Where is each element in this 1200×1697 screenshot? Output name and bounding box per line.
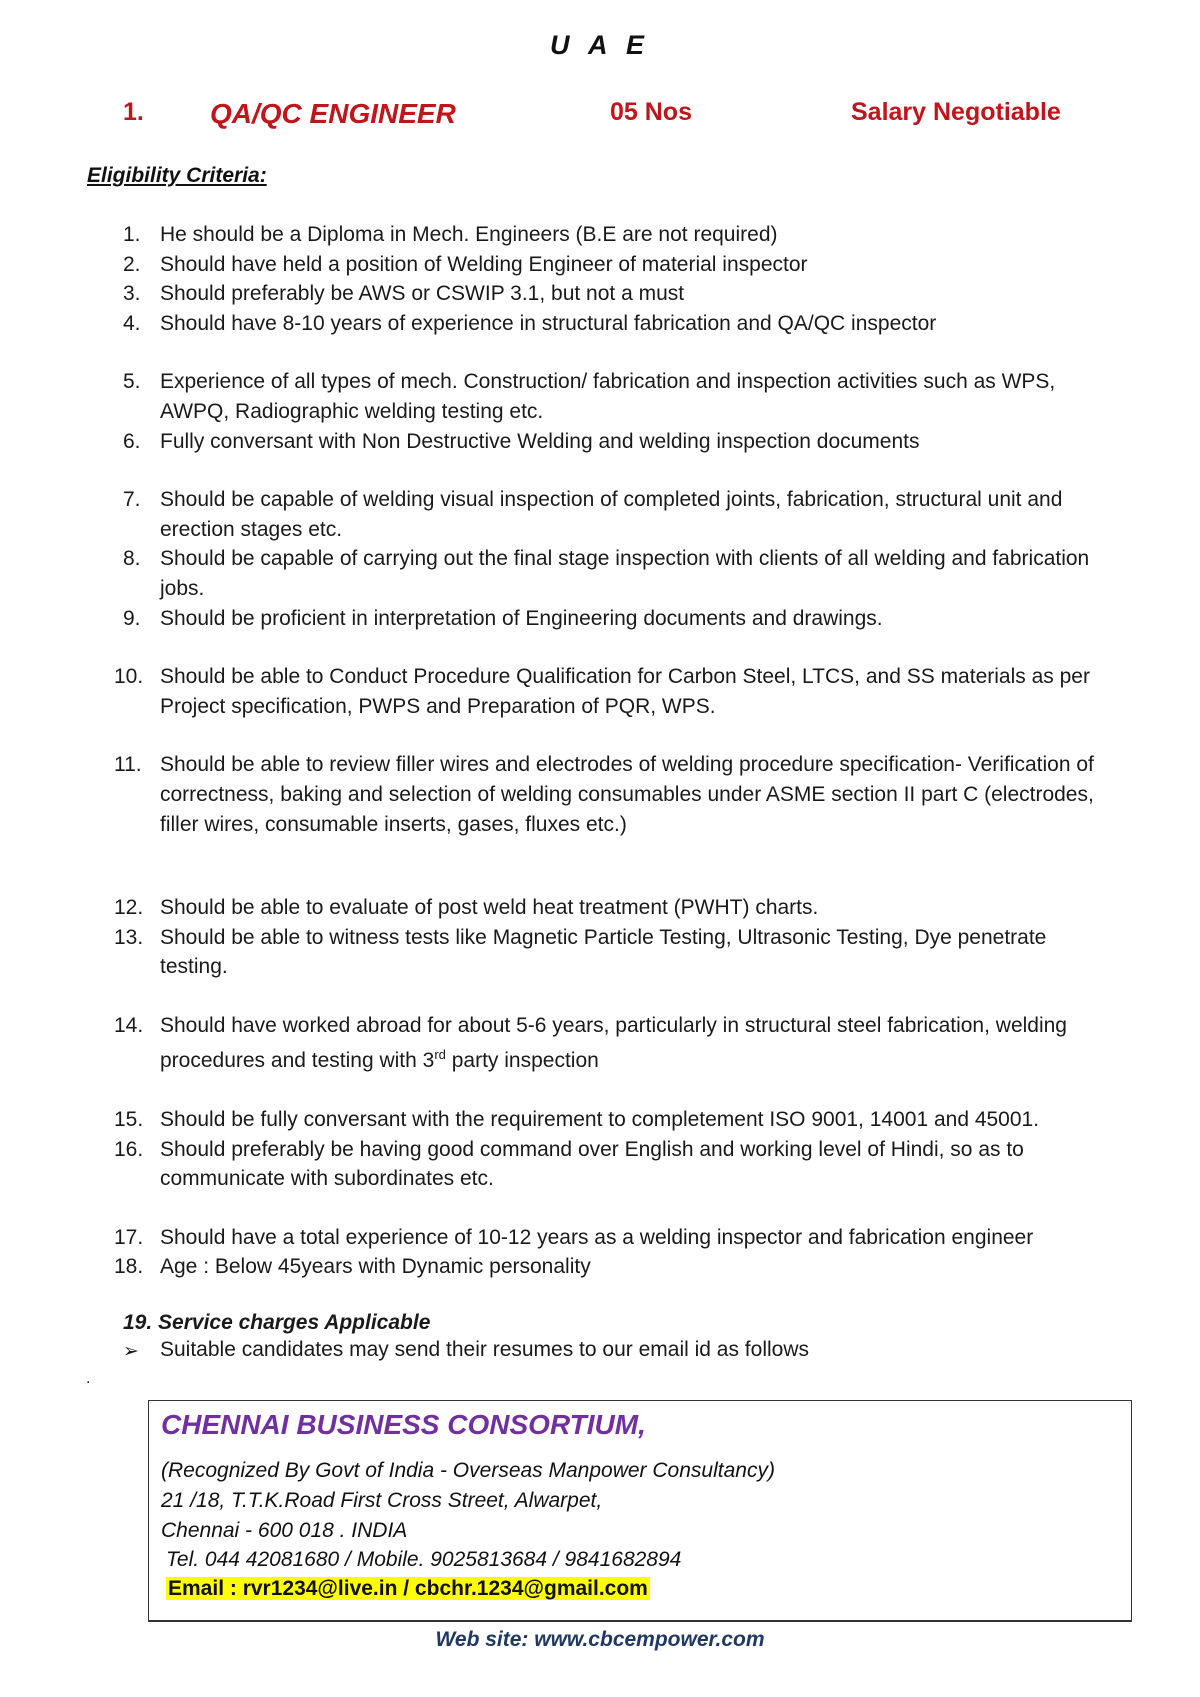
criteria-text: Should be fully conversant with the requirement to completement ISO 9001, 14001 and 45001. bbox=[160, 1108, 1040, 1132]
criteria-item bbox=[0, 309, 1200, 339]
criteria-text bbox=[160, 1011, 1110, 1076]
criteria-item bbox=[0, 485, 1200, 544]
criteria-text: Should be able to review filler wires and electrodes of welding procedure specification- Verification of correctness, baking and selection of welding consumables under ASME section II part C (electrodes, filler wires, consumable inserts, gases, fluxes etc.) bbox=[160, 753, 1094, 836]
criteria-text: Should preferably be having good command over English and working level of Hindi, so as to communicate with subordinates etc. bbox=[160, 1137, 1024, 1191]
criteria-number: 1. bbox=[123, 223, 141, 246]
criteria-number: 15. bbox=[114, 1108, 144, 1132]
criteria-number: 12. bbox=[114, 896, 144, 920]
criteria-item bbox=[0, 1223, 1200, 1253]
ordinal-superscript: rd bbox=[434, 1047, 446, 1063]
criteria-item bbox=[0, 367, 1200, 426]
company-email[interactable] bbox=[166, 1577, 650, 1601]
criteria-item bbox=[0, 1252, 1200, 1282]
criteria-item bbox=[0, 279, 1200, 309]
criteria-text: Should be able to Conduct Procedure Qualification for Carbon Steel, LTCS, and SS materials as per Project specification, PWPS and Preparation of PQR, WPS. bbox=[160, 665, 1090, 718]
criteria-number: 4. bbox=[123, 311, 141, 335]
criteria-number: 17. bbox=[114, 1225, 144, 1249]
criteria-item bbox=[0, 427, 1200, 457]
company-address-line1: 21 /18, T.T.K.Road First Cross Street, Alwarpet, bbox=[161, 1489, 603, 1512]
criteria-text: Age : Below 45years with Dynamic personality bbox=[160, 1255, 591, 1279]
job-title: QA/QC ENGINEER bbox=[210, 98, 456, 129]
company-address-line2: Chennai - 600 018 . INDIA bbox=[161, 1519, 408, 1542]
criteria-item bbox=[0, 250, 1200, 280]
criteria-item bbox=[0, 662, 1200, 721]
criteria-text: Should preferably be AWS or CSWIP 3.1, but not a must bbox=[160, 282, 685, 306]
criteria-number: 5. bbox=[123, 370, 141, 394]
criteria-text-part: party inspection bbox=[445, 1049, 599, 1073]
company-phone: Tel. 044 42081680 / Mobile. 9025813684 / 9841682894 bbox=[166, 1548, 682, 1571]
criteria-number: 10. bbox=[114, 665, 144, 689]
criteria-text: Fully conversant with Non Destructive Welding and welding inspection documents bbox=[160, 429, 920, 453]
criteria-number: 14. bbox=[114, 1013, 144, 1037]
criteria-number: 6. bbox=[123, 429, 141, 453]
criteria-text: Should be proficient in interpretation of Engineering documents and drawings. bbox=[160, 606, 883, 630]
criteria-text: He should be a Diploma in Mech. Engineers (B.E are not required) bbox=[160, 223, 778, 246]
job-number: 1. bbox=[123, 98, 144, 126]
job-salary: Salary Negotiable bbox=[851, 98, 1061, 126]
contact-box bbox=[148, 1400, 1132, 1622]
criteria-number: 2. bbox=[123, 252, 141, 276]
criteria-item bbox=[0, 1011, 1200, 1076]
criteria-text: Should be able to witness tests like Magnetic Particle Testing, Ultrasonic Testing, Dye penetrate testing. bbox=[160, 925, 1047, 979]
company-recognition: (Recognized By Govt of India - Overseas Manpower Consultancy) bbox=[161, 1459, 775, 1482]
email-highlight[interactable]: Email : rvr1234@live.in / cbchr.1234@gmail.com bbox=[168, 1577, 648, 1600]
stray-dot: . bbox=[86, 1370, 91, 1387]
criteria-text: Should have 8-10 years of experience in structural fabrication and QA/QC inspector bbox=[160, 311, 937, 335]
arrow-bullet-icon: ➢ bbox=[123, 1341, 139, 1362]
company-name: CHENNAI BUSINESS CONSORTIUM, bbox=[161, 1409, 646, 1440]
eligibility-heading: Eligibility Criteria: bbox=[87, 164, 267, 187]
website-link[interactable]: Web site: www.cbcempower.com bbox=[435, 1628, 765, 1651]
service-charges: 19. Service charges Applicable bbox=[123, 1311, 431, 1334]
job-quantity: 05 Nos bbox=[610, 98, 692, 126]
criteria-number: 13. bbox=[114, 925, 144, 949]
criteria-number: 16. bbox=[114, 1137, 144, 1161]
criteria-number: 11. bbox=[114, 753, 142, 777]
criteria-text: Should be capable of carrying out the final stage inspection with clients of all welding and fabrication jobs. bbox=[160, 547, 1090, 600]
criteria-item bbox=[0, 893, 1200, 923]
criteria-item bbox=[0, 544, 1200, 603]
criteria-item bbox=[0, 750, 1200, 839]
criteria-item bbox=[0, 923, 1200, 982]
criteria-text: Should be able to evaluate of post weld heat treatment (PWHT) charts. bbox=[160, 896, 819, 920]
country-heading: U A E bbox=[549, 30, 650, 60]
criteria-text: Should have held a position of Welding Engineer of material inspector bbox=[160, 252, 808, 276]
criteria-item bbox=[0, 1135, 1200, 1194]
criteria-text-part: Should have worked abroad for about 5-6 years, particularly in structural steel fabrication, welding procedures and testing with 3 bbox=[160, 1013, 1067, 1073]
criteria-number: 8. bbox=[123, 547, 141, 571]
criteria-number: 9. bbox=[123, 606, 141, 630]
criteria-item bbox=[0, 604, 1200, 634]
criteria-list bbox=[0, 220, 1200, 1282]
criteria-number: 3. bbox=[123, 282, 141, 306]
resume-instruction: Suitable candidates may send their resumes to our email id as follows bbox=[160, 1338, 809, 1361]
criteria-number: 18. bbox=[114, 1255, 144, 1279]
criteria-number: 7. bbox=[123, 488, 141, 512]
criteria-text: Experience of all types of mech. Construction/ fabrication and inspection activities such as WPS, AWPQ, Radiographic welding testing etc. bbox=[160, 370, 1056, 423]
criteria-text: Should have a total experience of 10-12 years as a welding inspector and fabrication engineer bbox=[160, 1225, 1034, 1249]
criteria-item bbox=[0, 220, 1200, 250]
criteria-text: Should be capable of welding visual inspection of completed joints, fabrication, structural unit and erection stages etc. bbox=[160, 488, 1063, 541]
criteria-item bbox=[0, 1105, 1200, 1135]
